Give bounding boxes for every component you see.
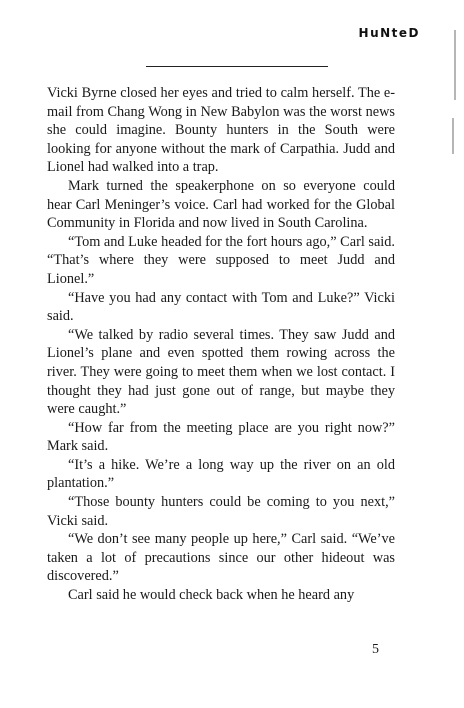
paragraph: Mark turned the speakerphone on so everyone could hear Carl Meninger’s voice. Carl had worked for the Global Community in Florida and now lived in South Carolina. <box>47 177 395 232</box>
scan-edge-mark <box>452 118 454 154</box>
paragraph: “Have you had any contact with Tom and Luke?” Vicki said. <box>47 289 395 325</box>
paragraph: “Those bounty hunters could be coming to you next,” Vicki said. <box>47 494 395 529</box>
paragraph: “It’s a hike. We’re a long way up the river on an old plantation.” <box>47 456 395 492</box>
body-text <box>47 84 395 605</box>
page-number: 5 <box>372 642 379 657</box>
paragraph: Carl said he would check back when he heard any <box>68 587 355 604</box>
paragraph: “We don’t see many people up here,” Carl said. “We’ve taken a lot of precautions since our other hideout was discovered.” <box>47 531 395 585</box>
paragraph: “How far from the meeting place are you right now?” Mark said. <box>47 419 395 455</box>
scan-edge-mark <box>454 30 456 100</box>
header-rule <box>146 66 328 67</box>
paragraph: “We talked by radio several times. They saw Judd and Lionel’s plane and even spotted them rowing across the river. They were going to meet them when we lost contact. I thought they had just gone out of range, but maybe they were caught.” <box>47 326 395 418</box>
running-head: HuNteD <box>358 26 420 40</box>
paragraph: “Tom and Luke headed for the fort hours ago,” Carl said. “That’s where they were supposed to meet Judd and Lionel.” <box>47 233 395 287</box>
paragraph: Vicki Byrne closed her eyes and tried to calm herself. The e-mail from Chang Wong in New Babylon was the worst news she could imagine. Bounty hunters in the South were looking for anyone without the mark of Carpathia. Judd and Lionel had walked into a trap. <box>47 85 395 176</box>
